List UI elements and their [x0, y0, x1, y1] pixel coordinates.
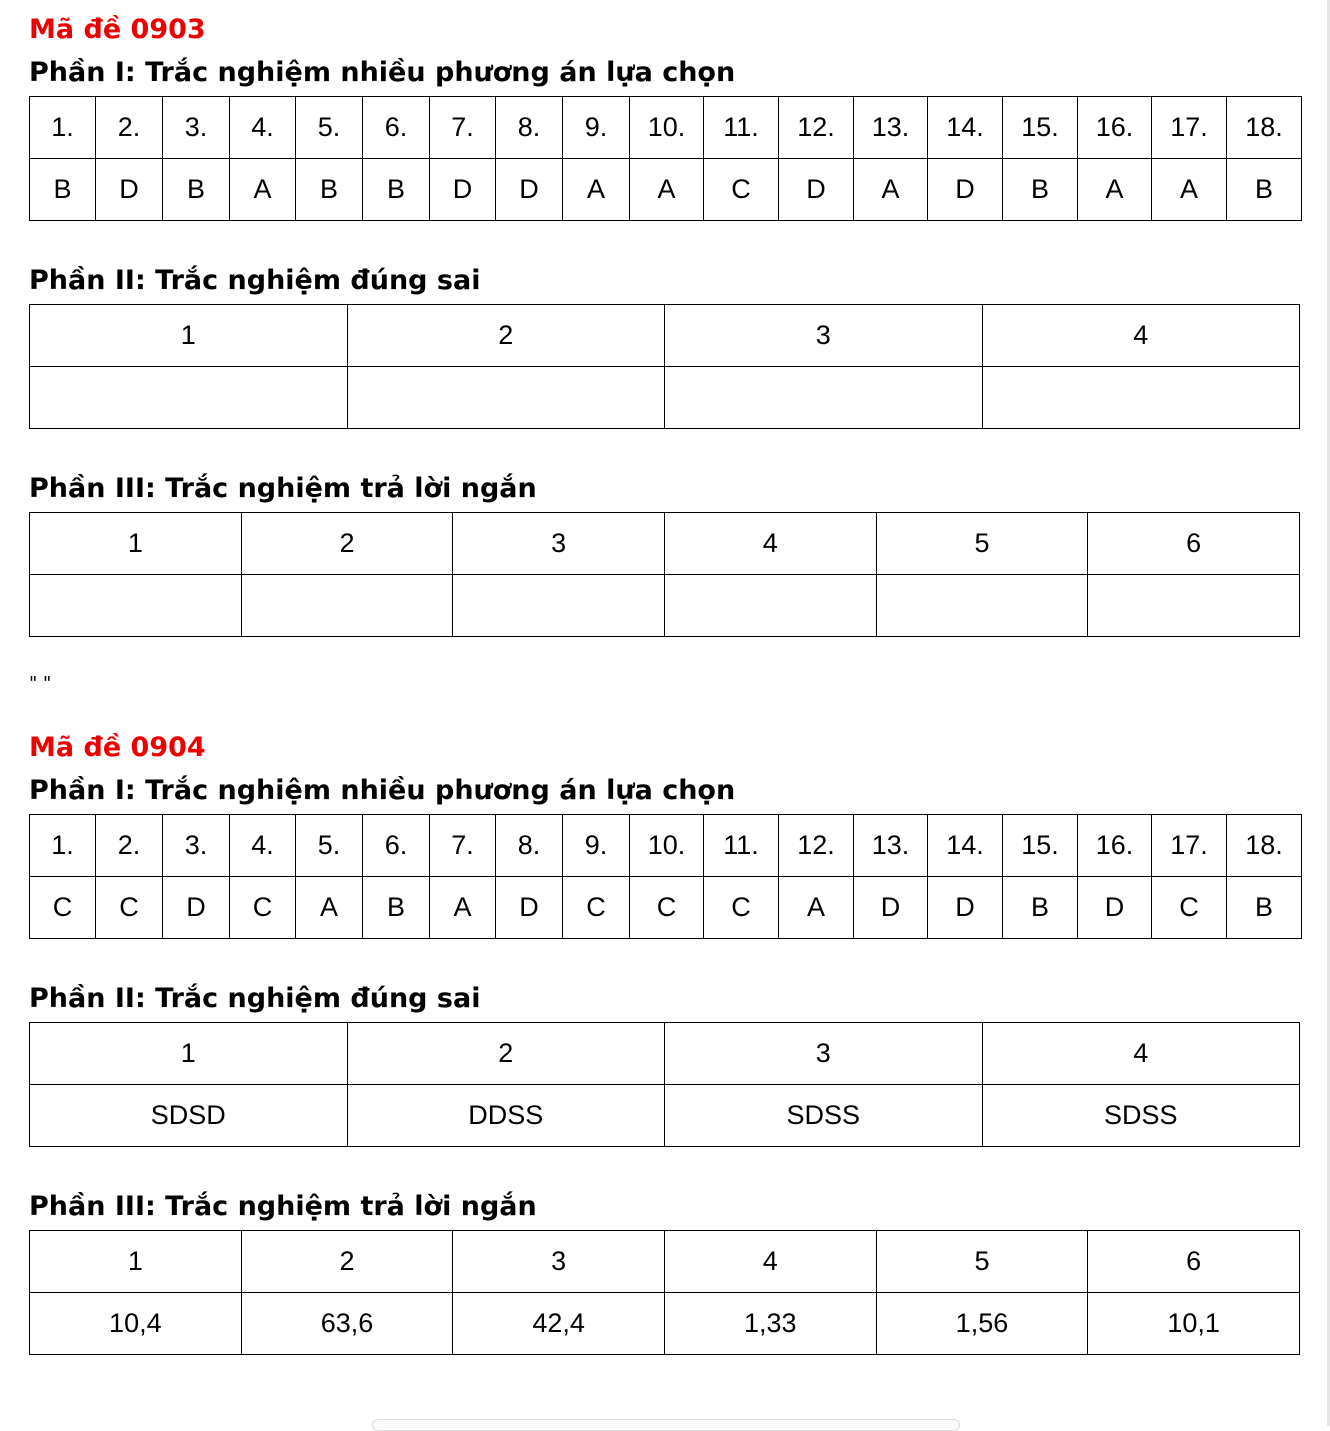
question-number: 6.	[363, 815, 430, 877]
answer-cell: A	[296, 877, 363, 939]
table-answer-row	[30, 575, 1300, 637]
answer-cell: B	[1227, 877, 1302, 939]
question-number: 10.	[630, 97, 704, 159]
table-answer-row	[30, 367, 1300, 429]
answer-cell: B	[30, 159, 96, 221]
answer-cell: D	[163, 877, 230, 939]
question-number: 6	[1088, 513, 1300, 575]
spacer	[29, 939, 1300, 976]
exam-code-title: Mã đề 0903	[29, 14, 206, 45]
question-number: 12.	[779, 97, 854, 159]
question-number: 14.	[928, 815, 1003, 877]
answer-cell: A	[630, 159, 704, 221]
question-number: 5	[876, 513, 1088, 575]
question-number: 1	[30, 513, 242, 575]
answer-cell: 1,33	[664, 1293, 876, 1355]
table-header-row	[30, 513, 1300, 575]
answer-cell: B	[1227, 159, 1302, 221]
answer-cell: A	[779, 877, 854, 939]
question-number: 15.	[1003, 815, 1078, 877]
question-number: 11.	[704, 97, 779, 159]
answer-cell: 10,4	[30, 1293, 242, 1355]
answer-cell: B	[163, 159, 230, 221]
question-number: 2.	[96, 97, 163, 159]
question-number: 8.	[496, 815, 563, 877]
table-answer-row	[30, 1085, 1300, 1147]
question-number: 15.	[1003, 97, 1078, 159]
answer-cell: B	[363, 877, 430, 939]
question-number: 13.	[854, 815, 928, 877]
question-number: 2	[241, 513, 453, 575]
question-number: 11.	[704, 815, 779, 877]
question-number: 7.	[430, 815, 496, 877]
question-number: 2	[347, 1023, 665, 1085]
part1-title: Phần I: Trắc nghiệm nhiều phương án lựa chọn	[29, 57, 736, 88]
answer-cell: D	[96, 159, 163, 221]
part2-title: Phần II: Trắc nghiệm đúng sai	[29, 265, 481, 296]
question-number: 4	[982, 305, 1300, 367]
answer-cell: D	[779, 159, 854, 221]
question-number: 2.	[96, 815, 163, 877]
answer-cell: D	[1078, 877, 1152, 939]
question-number: 3	[453, 1231, 665, 1293]
part3-title: Phần III: Trắc nghiệm trả lời ngắn	[29, 1191, 537, 1222]
question-number: 8.	[496, 97, 563, 159]
answer-cell: A	[1152, 159, 1227, 221]
question-number: 6	[1088, 1231, 1300, 1293]
answer-cell: B	[1003, 877, 1078, 939]
answer-cell: C	[30, 877, 96, 939]
table-header-row	[30, 1231, 1300, 1293]
question-number: 18.	[1227, 97, 1302, 159]
answer-cell	[665, 367, 983, 429]
answer-cell: D	[928, 159, 1003, 221]
question-number: 1	[30, 305, 348, 367]
answer-cell: C	[704, 159, 779, 221]
question-number: 4.	[230, 815, 296, 877]
part2-answer-table	[29, 1022, 1300, 1147]
answer-cell: SDSS	[982, 1085, 1300, 1147]
answer-cell	[347, 367, 665, 429]
spacer	[29, 429, 1300, 466]
part1-title: Phần I: Trắc nghiệm nhiều phương án lựa chọn	[29, 775, 736, 806]
answer-cell: A	[1078, 159, 1152, 221]
answer-cell	[30, 575, 242, 637]
answer-cell: SDSS	[665, 1085, 983, 1147]
question-number: 14.	[928, 97, 1003, 159]
table-answer-row	[30, 159, 1302, 221]
answer-cell: C	[1152, 877, 1227, 939]
answer-cell: A	[563, 159, 630, 221]
answer-key-page	[29, 10, 1300, 1355]
question-number: 7.	[430, 97, 496, 159]
question-number: 1	[30, 1231, 242, 1293]
answer-cell: C	[230, 877, 296, 939]
question-number: 3	[665, 305, 983, 367]
table-header-row	[30, 1023, 1300, 1085]
question-number: 4.	[230, 97, 296, 159]
question-number: 3.	[163, 815, 230, 877]
question-number: 18.	[1227, 815, 1302, 877]
answer-cell: C	[96, 877, 163, 939]
question-number: 5.	[296, 815, 363, 877]
answer-cell: B	[363, 159, 430, 221]
question-number: 13.	[854, 97, 928, 159]
answer-cell: DDSS	[347, 1085, 665, 1147]
question-number: 1	[30, 1023, 348, 1085]
question-number: 5	[876, 1231, 1088, 1293]
part2-title: Phần II: Trắc nghiệm đúng sai	[29, 983, 481, 1014]
answer-cell	[453, 575, 665, 637]
table-answer-row	[30, 877, 1302, 939]
answer-cell: D	[496, 159, 563, 221]
answer-cell: 42,4	[453, 1293, 665, 1355]
answer-cell: C	[563, 877, 630, 939]
question-number: 16.	[1078, 815, 1152, 877]
question-number: 2	[241, 1231, 453, 1293]
part3-answer-table	[29, 512, 1300, 637]
answer-cell: B	[296, 159, 363, 221]
answer-cell: B	[1003, 159, 1078, 221]
question-number: 17.	[1152, 815, 1227, 877]
answer-cell: 10,1	[1088, 1293, 1300, 1355]
question-number: 2	[347, 305, 665, 367]
answer-cell: 1,56	[876, 1293, 1088, 1355]
question-number: 6.	[363, 97, 430, 159]
question-number: 4	[982, 1023, 1300, 1085]
question-number: 1.	[30, 97, 96, 159]
question-number: 4	[664, 1231, 876, 1293]
part1-answer-table	[29, 814, 1302, 939]
question-number: 12.	[779, 815, 854, 877]
table-header-row	[30, 815, 1302, 877]
table-answer-row	[30, 1293, 1300, 1355]
spacer	[29, 221, 1300, 258]
answer-cell: D	[854, 877, 928, 939]
answer-cell: D	[430, 159, 496, 221]
question-number: 3	[453, 513, 665, 575]
answer-cell: SDSD	[30, 1085, 348, 1147]
answer-cell: C	[630, 877, 704, 939]
answer-cell: D	[928, 877, 1003, 939]
question-number: 4	[664, 513, 876, 575]
question-number: 3	[665, 1023, 983, 1085]
answer-cell	[876, 575, 1088, 637]
answer-cell	[30, 367, 348, 429]
exam-code-block-0903	[29, 10, 1300, 637]
answer-cell	[241, 575, 453, 637]
answer-cell: D	[496, 877, 563, 939]
part1-answer-table	[29, 96, 1302, 221]
part2-answer-table	[29, 304, 1300, 429]
answer-cell	[1088, 575, 1300, 637]
part3-answer-table	[29, 1230, 1300, 1355]
separator-text: " "	[29, 673, 52, 694]
question-number: 17.	[1152, 97, 1227, 159]
question-number: 10.	[630, 815, 704, 877]
answer-cell: A	[430, 877, 496, 939]
answer-cell	[664, 575, 876, 637]
question-number: 5.	[296, 97, 363, 159]
answer-cell: 63,6	[241, 1293, 453, 1355]
answer-cell: A	[230, 159, 296, 221]
table-header-row	[30, 305, 1300, 367]
exam-code-block-0904	[29, 728, 1300, 1355]
bottom-panel-edge	[372, 1419, 960, 1431]
question-number: 1.	[30, 815, 96, 877]
table-header-row	[30, 97, 1302, 159]
answer-cell: A	[854, 159, 928, 221]
answer-cell	[982, 367, 1300, 429]
question-number: 9.	[563, 815, 630, 877]
exam-code-title: Mã đề 0904	[29, 732, 206, 763]
part3-title: Phần III: Trắc nghiệm trả lời ngắn	[29, 473, 537, 504]
question-number: 9.	[563, 97, 630, 159]
answer-cell: C	[704, 877, 779, 939]
question-number: 3.	[163, 97, 230, 159]
spacer	[29, 1147, 1300, 1184]
question-number: 16.	[1078, 97, 1152, 159]
